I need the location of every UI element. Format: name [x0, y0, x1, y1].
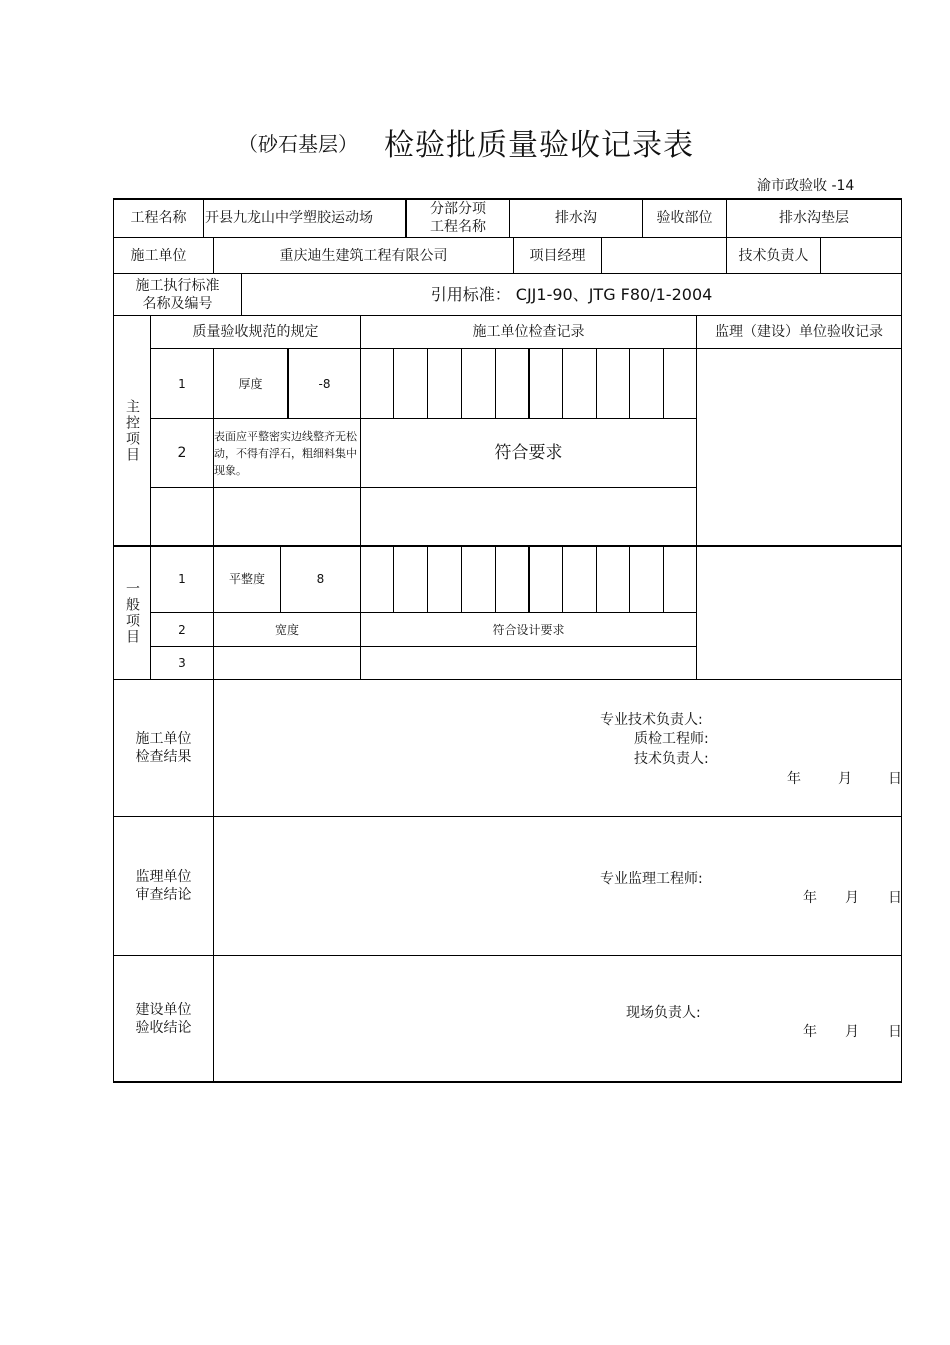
construction-result-label [114, 680, 213, 816]
general-item-1-no: 1 [178, 572, 186, 586]
standard-label [114, 274, 241, 315]
title-prefix: （砂石基层） [238, 132, 358, 156]
standard-value: 引用标准： CJJ1-90、JTG F80/1-2004 [430, 284, 713, 304]
project-name-label: 工程名称 [130, 210, 187, 226]
construction-sig-tech: 专业技术负责人: [600, 712, 703, 728]
main-items-label-cell [114, 316, 150, 545]
main-item-1-no: 1 [178, 376, 186, 391]
project-manager-label: 项目经理 [529, 247, 586, 264]
general-item-1-value: 8 [316, 572, 325, 586]
construction-unit-value: 重庆迪生建筑工程有限公司 [279, 247, 448, 264]
sub-project-value: 排水沟 [555, 210, 597, 226]
owner-day: 日 [888, 1024, 902, 1040]
tech-lead-value [821, 238, 901, 273]
tech-lead-label: 技术负责人 [738, 247, 809, 264]
construction-sig-lead: 技术负责人: [634, 751, 709, 767]
construction-result-label-line1: 施工单位 [135, 731, 192, 747]
construction-unit-label: 施工单位 [130, 247, 187, 264]
sub-project-label [407, 199, 509, 237]
main-item-2-name: 表面应平整密实边线整齐无松动，不得有浮石，粗细料集中现象。 [214, 429, 357, 477]
construction-month: 月 [838, 771, 852, 787]
column-check: 施工单位检查记录 [472, 324, 585, 340]
main-item-2-result: 符合要求 [494, 443, 563, 463]
main-item-1-value: -8 [318, 376, 331, 391]
general-item-1-name: 平整度 [228, 572, 265, 586]
general-items-label: 一般项目 [124, 580, 140, 645]
supervision-sig: 专业监理工程师: [600, 871, 703, 887]
general-item-2-result: 符合设计要求 [492, 622, 565, 637]
owner-sig: 现场负责人: [626, 1005, 701, 1021]
supervision-result-label-line1: 监理单位 [135, 869, 192, 885]
standard-label-line2: 名称及编号 [142, 295, 213, 312]
form-number: 渝市政验收 -14 [757, 178, 855, 194]
owner-result-label-line1: 建设单位 [135, 1001, 192, 1018]
general-item-3-no: 3 [178, 656, 186, 670]
acceptance-part-value: 排水沟垫层 [779, 210, 849, 226]
owner-result-label [114, 956, 213, 1081]
column-supervision: 监理（建设）单位验收记录 [715, 324, 883, 340]
standard-label-line1: 施工执行标准 [135, 277, 220, 294]
sub-project-label-line2: 工程名称 [430, 219, 486, 235]
main-item-1-name: 厚度 [238, 376, 263, 391]
supervision-year: 年 [803, 890, 817, 906]
supervision-result-label-line2: 审查结论 [135, 887, 192, 903]
owner-year: 年 [803, 1024, 817, 1040]
project-name-value: 开县九龙山中学塑胶运动场 [205, 210, 373, 226]
general-items-label-cell [114, 546, 150, 679]
construction-year: 年 [787, 771, 801, 787]
project-manager-value [602, 238, 726, 273]
construction-day: 日 [888, 771, 902, 787]
construction-result-label-line2: 检查结果 [135, 749, 192, 765]
construction-sig-qc: 质检工程师: [634, 731, 709, 747]
supervision-day: 日 [888, 890, 902, 906]
column-spec: 质量验收规范的规定 [192, 324, 319, 340]
main-items-label: 主控项目 [124, 398, 140, 463]
page-title: 检验批质量验收记录表 [384, 128, 694, 163]
general-item-2-no: 2 [178, 622, 186, 637]
supervision-result-label [114, 817, 213, 955]
supervision-month: 月 [845, 890, 859, 906]
general-item-2-name: 宽度 [274, 622, 299, 637]
owner-result-label-line2: 验收结论 [135, 1019, 192, 1036]
acceptance-part-label: 验收部位 [656, 210, 713, 226]
owner-month: 月 [845, 1024, 859, 1040]
main-item-2-no: 2 [177, 445, 187, 461]
sub-project-label-line1: 分部分项 [430, 201, 486, 217]
